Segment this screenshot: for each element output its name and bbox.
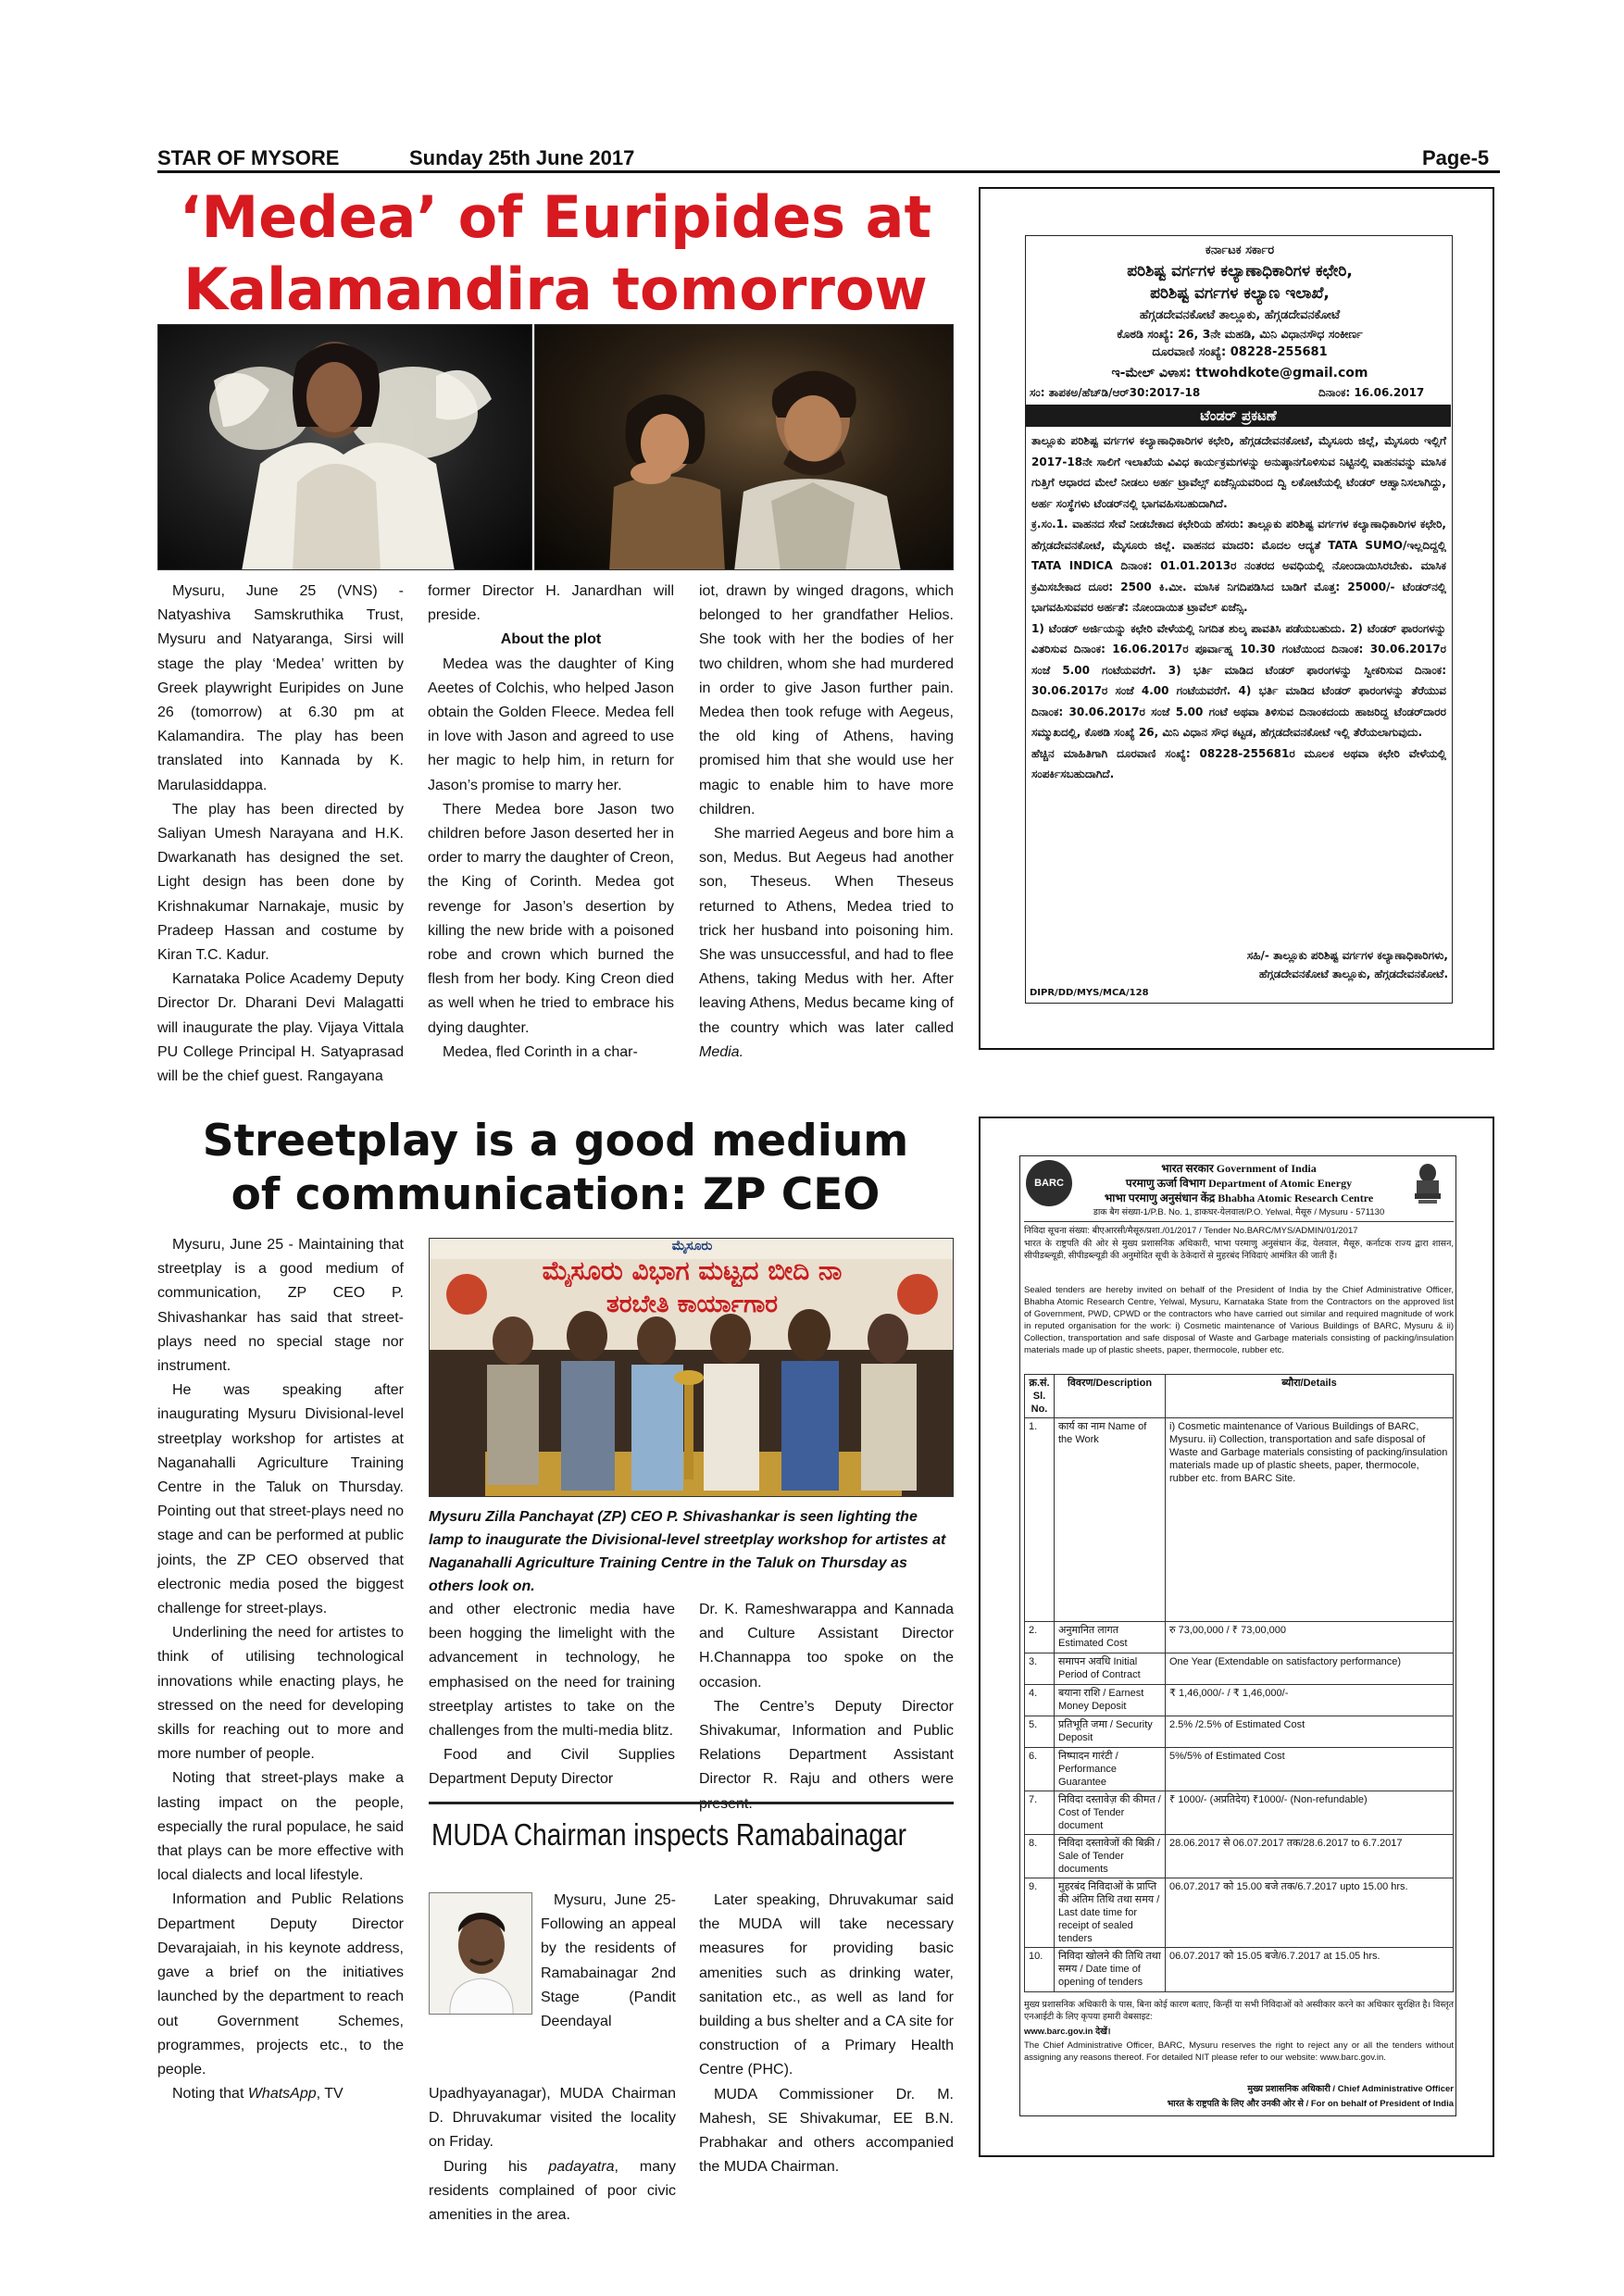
barc-cell-desc: निविदा दस्तावेजों की बिक्री / Sale of Tender documents xyxy=(1055,1835,1166,1878)
kannada-ad-paragraph: ಹೆಚ್ಚಿನ ಮಾಹಿತಿಗಾಗಿ ದೂರವಾಣಿ ಸಂಖ್ಯೆ: 08228-255681ರ ಮೂಲಕ ಅಥವಾ ಕಛೇರಿ ವೇಳೆಯಲ್ಲಿ ಸಂಪರ್ಕಿಸಬಹುದಾಗಿದೆ. xyxy=(1031,746,1446,780)
masthead-date: Sunday 25th June 2017 xyxy=(409,146,635,169)
barc-cell-sl: 4. xyxy=(1025,1685,1055,1716)
streetplay-paragraph: and other electronic media have been hogging the limelight with the advancement in technology, he emphasised on the need for training streetplay artistes to take on the challenges from the multi-media blitz. xyxy=(429,1602,675,1740)
barc-intro: Sealed tenders are hereby invited on behalf of the President of India by the Chief Administrative Officer, Bhabha Atomic Research Centre, Yelwal, Mysuru, Karnataka State from the Contractors on the approved list of Government, PWD, CPWD or the contractors who have carried out similar and required magnitude of work in reputed organisation for the work: i) Cosmetic maintenance of Various Buildings of BARC, Mysuru & ii) Collection, transportation and safe disposal of Waste and Garbage materials consisting of packing/insulation materials made up of plastic sheets, paper, thermocole, rubber etc. xyxy=(1024,1285,1454,1355)
streetplay-text: Noting that xyxy=(172,2086,248,2103)
streetplay-headline-line1: Streetplay is a good medium xyxy=(202,1116,909,1167)
kannada-ad-dipr: DIPR/DD/MYS/MCA/128 xyxy=(1030,988,1149,998)
streetplay-photo xyxy=(429,1238,954,1497)
streetplay-banner-line1: ಮೈಸೂರು ವಿಭಾಗ ಮಟ್ಟದ ಬೀದಿ ನಾ xyxy=(542,1255,843,1286)
medea-paragraph: Mysuru, June 25 (VNS) - Natyashiva Samskruthika Trust, Mysuru and Natyaranga, Sirsi will stage the play ‘Medea’ written by Greek playwright Euripides on June 26 (tomorrow) at 6.30 pm at Kalamandira. The play has been translated into Kannada by K. Marulasiddappa. xyxy=(157,583,404,793)
streetplay-paragraph: Information and Public Relations Department Deputy Director Devarajaiah, in his keynote address, gave a brief on the initiatives launched by the department to reach out Government Schemes, programmes, projects etc., to the people. xyxy=(157,1891,404,2078)
barc-cell-desc: कार्य का नाम Name of the Work xyxy=(1055,1418,1166,1622)
medea-column-2 xyxy=(428,580,674,1065)
barc-signatory: मुख्य प्रशासनिक अधिकारी / Chief Administrative Officer xyxy=(1247,2084,1454,2094)
table-row xyxy=(1025,1791,1454,1835)
barc-cell-desc: निविदा खोलने की तिथि तथा समय / Date time of opening of tenders xyxy=(1055,1948,1166,1992)
medea-paragraph: Karnataka Police Academy Deputy Director Dr. Dharani Devi Malagatti will inaugurate the play. Vijaya Vittala PU College Principal H. Satyaprasad will be the chief guest. Rangayana xyxy=(157,971,404,1085)
streetplay-column-2 xyxy=(429,1598,675,1792)
barc-cell-desc: मुहरबंद निविदाओं के प्राप्ति की अंतिम तिथि तथा समय / Last date time for receipt of sealed tenders xyxy=(1055,1878,1166,1948)
table-row xyxy=(1025,1716,1454,1748)
kannada-ad-department: ಪರಿಶಿಷ್ಟ ವರ್ಗಗಳ ಕಲ್ಯಾಣ ಇಲಾಖೆ, xyxy=(1150,284,1330,303)
kannada-ad-room: ಕೊಠಡಿ ಸಂಖ್ಯೆ: 26, 3ನೇ ಮಹಡಿ, ಮಿನಿ ವಿಧಾನಸೌಧ ಸಂಕೀರ್ಣ xyxy=(1117,327,1363,341)
barc-signatory-note: भारत के राष्ट्रपति के लिए और उनकी ओर से / For on behalf of President of India xyxy=(1167,2099,1454,2109)
streetplay-banner-line2: ತರಬೇತಿ ಕಾರ್ಯಾಗಾರ xyxy=(606,1291,779,1318)
kannada-ad-ref: ಸಂ: ತಾಪಕಅ/ಹೆಚ್‌ಡಿ/ಆರ್‌30:2017-18 xyxy=(1030,386,1201,399)
kannada-ad-paragraph: 1) ಟೆಂಡರ್ ಅರ್ಜಿಯನ್ನು ಕಛೇರಿ ವೇಳೆಯಲ್ಲಿ ನಿಗದಿತ ಶುಲ್ಕ ಪಾವತಿಸಿ ಪಡೆಯಬಹುದು. 2) ಟೆಂಡರ್ ಫಾರಂಗಳನ್ನು ವಿತರಿಸುವ ದಿನಾಂಕ: 16.06.2017ರ ಪೂರ್ವಾಹ್ನ 10.30 ಗಂಟೆಯಿಂದ ದಿನಾಂಕ: 30.06.2017ರ ಸಂಜೆ 5.00 ಗಂಟೆಯವರೆಗೆ. 3) ಭರ್ತಿ ಮಾಡಿದ ಟೆಂಡರ್ ಫಾರಂಗಳನ್ನು ಸ್ವೀಕರಿಸುವ ದಿನಾಂಕ: 30.06.2017ರ ಸಂಜೆ 4.00 ಗಂಟೆಯವರೆಗೆ. 4) ಭರ್ತಿ ಮಾಡಿದ ಟೆಂಡರ್ ಫಾರಂಗಳನ್ನು ತೆರೆಯುವ ದಿನಾಂಕ: 30.06.2017ರ ಸಂಜೆ 5.00 ಗಂಟೆ ಅಥವಾ ತಿಳಿಸುವ ದಿನಾಂಕದಂದು ಹಾಜರಿದ್ದ ಟೆಂಡರ್‌ದಾರರ ಸಮ್ಮುಖದಲ್ಲಿ, ಕೊಠಡಿ ಸಂಖ್ಯೆ 26, ಮಿನಿ ವಿಧಾನ ಸೌಧ ಕಟ್ಟಡ, ಹೆಗ್ಗಡದೇವನಕೋಟೆ ಇಲ್ಲಿ ತೆರೆಯಲಾಗುವುದು. xyxy=(1031,621,1446,739)
medea-paragraph: There Medea bore Jason two children before Jason deserted her in order to marry the daughter of Creon, the King of Corinth. Medea got revenge for Jason’s desertion by killing the new bride with a poisoned robe and crown which burned the flesh from her body. King Creon died as well when he tried to embrace his dying daughter. xyxy=(428,801,674,1036)
table-row xyxy=(1025,1748,1454,1791)
emblem-icon xyxy=(1409,1160,1446,1206)
kannada-ad-paragraph: ಕ್ರ.ಸಂ.1. ವಾಹನದ ಸೇವೆ ನೀಡಬೇಕಾದ ಕಛೇರಿಯ ಹೆಸರು: ತಾಲ್ಲೂಕು ಪರಿಶಿಷ್ಟ ವರ್ಗಗಳ ಕಲ್ಯಾಣಾಧಿಕಾರಿಗಳ ಕಛೇರಿ, ಹೆಗ್ಗಡದೇವನಕೋಟೆ, ಮೈಸೂರು ಜಿಲ್ಲೆ. ವಾಹನದ ಮಾದರಿ: ಮೊದಲ ಆದ್ಯತೆ TATA SUMO/ಇಲ್ಲದಿದ್ದಲ್ಲಿ TATA INDICA ದಿನಾಂಕ: 01.01.2013ರ ನಂತರದ ಅವಧಿಯಲ್ಲಿ ನೋಂದಾಯಿಸಿರಬೇಕು. ಮಾಸಿಕ ಕ್ರಮಿಸಬೇಕಾದ ದೂರ: 2500 ಕಿ.ಮೀ. ಮಾಸಿಕ ನಿಗದಿಪಡಿಸಿದ ಬಾಡಿಗೆ ಮೊತ್ತ: 25000/- ಟೆಂಡರ್‌ನಲ್ಲಿ ಭಾಗವಹಿಸುವವರ ಅರ್ಹತೆ: ನೋಂದಾಯಿತ ಟ್ರಾವೆಲ್ ಏಜೆನ್ಸಿ. xyxy=(1031,518,1446,614)
masthead-page-number: Page-5 xyxy=(1422,146,1490,169)
medea-subheading: About the plot xyxy=(500,631,602,648)
barc-note: The Chief Administrative Officer, BARC, Mysuru reserves the right to reject any or all the tenders without assigning any reasons thereof. For detailed NIT please refer to our website: www.barc.gov.in. xyxy=(1024,2040,1454,2063)
streetplay-headline-line2: of communication: ZP CEO xyxy=(231,1169,881,1220)
streetplay-paragraph: Dr. K. Rameshwarappa and Kannada and Culture Assistant Director H.Channappa too spoke on the occasion. xyxy=(699,1602,954,1691)
medea-paragraph: former Director H. Janardhan will preside. xyxy=(428,583,674,624)
barc-cell-sl: 7. xyxy=(1025,1791,1055,1835)
table-row xyxy=(1025,1685,1454,1716)
medea-paragraph: The play has been directed by Saliyan Umesh Narayana and H.K. Dwarkanath has designed the set. Light design has been done by Krishnakumar Narnakaje, music by Pradeep Hassan and costume by Kiran T.C. Kadur. xyxy=(157,801,404,964)
streetplay-column-1 xyxy=(157,1233,404,2106)
barc-logo: BARC xyxy=(1026,1160,1072,1206)
barc-tender-frame xyxy=(1019,1155,1456,2116)
kannada-ad-signatory: ಸಹಿ/- ತಾಲ್ಲೂಕು ಪರಿಶಿಷ್ಟ ವರ್ಗಗಳ ಕಲ್ಯಾಣಾಧಿಕಾರಿಗಳು, xyxy=(1246,949,1448,962)
barc-th-details: ब्यौरा/Details xyxy=(1166,1375,1454,1418)
muda-paragraph: Upadhyayanagar), MUDA Chairman D. Dhruvakumar visited the locality on Friday. xyxy=(429,2086,676,2151)
muda-column-1-top xyxy=(541,1889,676,2034)
streetplay-banner-top: ಮೈಸೂರು xyxy=(671,1239,713,1254)
barc-cell-details: 28.06.2017 से 06.07.2017 तक/28.6.2017 to 6.7.2017 xyxy=(1166,1835,1454,1878)
kannada-ad-tender-bar: ಟೆಂಡರ್ ಪ್ರಕಟಣೆ xyxy=(1026,405,1451,427)
streetplay-headline xyxy=(157,1115,954,1222)
barc-th-desc: विवरण/Description xyxy=(1055,1375,1166,1418)
barc-address: डाक बैग संख्या-1/P.B. No. 1, डाकघर-येलवाल/P.O. Yelwal, मैसूरु / Mysuru - 571130 xyxy=(1093,1207,1385,1217)
barc-cell-details: 06.07.2017 को 15.00 बजे तक/6.7.2017 upto 15.00 hrs. xyxy=(1166,1878,1454,1948)
muda-text: , many residents complained of poor civic amenities in the area. xyxy=(429,2158,677,2224)
medea-paragraph: Medea was the daughter of King Aeetes of Colchis, who helped Jason obtain the Golden Fleece. Medea fell in love with Jason and agreed to use her magic to help him, in return for Jason’s promise to marry her. xyxy=(428,655,674,793)
barc-hindi-note: मुख्य प्रशासनिक अधिकारी के पास, बिना कोई कारण बताए, किन्हीं या सभी निविदाओं को अस्वीकार करने का अधिकार सुरक्षित है। विस्तृत एनआईटी के लिए कृपया हमारी वेबसाइट: xyxy=(1024,2000,1454,2022)
table-row xyxy=(1025,1948,1454,1992)
muda-paragraph: Later speaking, Dhruvakumar said the MUDA will take necessary measures for providing basic amenities such as drinking water, sanitation etc., as well as land for building a bus shelter and a CA site for construction of a Primary Health Centre (PHC). xyxy=(699,1892,954,2078)
barc-cell-sl: 10. xyxy=(1025,1948,1055,1992)
barc-cell-details: ₹ 1,46,000/- / ₹ 1,46,000/- xyxy=(1166,1685,1454,1716)
barc-cell-desc: प्रतिभूति जमा / Security Deposit xyxy=(1055,1716,1166,1748)
barc-cell-desc: निष्पादन गारंटी / Performance Guarantee xyxy=(1055,1748,1166,1791)
barc-cell-desc: अनुमानित लागत Estimated Cost xyxy=(1055,1622,1166,1653)
medea-photo-couple-illustration xyxy=(535,325,954,570)
barc-hindi-intro: भारत के राष्ट्रपति की ओर से मुख्य प्रशासनिक अधिकारी, भाभा परमाणु अनुसंधान केंद्र, येलवाल, मैसूरु, कर्नाटक राज्य द्वारा शासन, सीपीडब्ल्यूडी, सीपीडब्ल्यूडी की अनुमोदित सूची के ठेकेदारों से मुहरबंद निविदाएं आमंत्रित की जाती हैं। xyxy=(1024,1239,1454,1261)
barc-table-header-row xyxy=(1025,1375,1454,1418)
barc-cell-details: ₹ 1000/- (अप्रतिदेय) ₹1000/- (Non-refundable) xyxy=(1166,1791,1454,1835)
kannada-ad-signatory-place: ಹೆಗ್ಗಡದೇವನಕೋಟೆ ತಾಲ್ಲೂಕು, ಹೆಗ್ಗಡದೇವನಕೋಟೆ. xyxy=(1258,967,1448,980)
muda-headline: MUDA Chairman inspects Ramabainagar xyxy=(431,1817,906,1852)
medea-photo-actress xyxy=(157,324,532,570)
barc-centre: भाभा परमाणु अनुसंधान केंद्र Bhabha Atomic Research Centre xyxy=(1104,1192,1374,1204)
barc-website-hindi[interactable]: www.barc.gov.in देखें। xyxy=(1024,2027,1111,2037)
barc-cell-desc: बयाना राशि / Earnest Money Deposit xyxy=(1055,1685,1166,1716)
medea-headline xyxy=(157,181,954,326)
kannada-ad-phone: ದೂರವಾಣಿ ಸಂಖ್ಯೆ: 08228-255681 xyxy=(1152,345,1328,359)
kannada-ad-email: ಇ-ಮೇಲ್ ವಿಳಾಸ: ttwohdkote@gmail.com xyxy=(1111,366,1368,381)
barc-cell-desc: निविदा दस्तावेज़ की कीमत / Cost of Tender document xyxy=(1055,1791,1166,1835)
kannada-ad-govt: ಕರ್ನಾಟಕ ಸರ್ಕಾರ xyxy=(1205,243,1275,257)
barc-govt: भारत सरकार Government of India xyxy=(1161,1162,1317,1175)
barc-dae: परमाणु ऊर्जा विभाग Department of Atomic Energy xyxy=(1125,1177,1353,1190)
emblem-icon-graphic xyxy=(1409,1160,1446,1206)
muda-column-2 xyxy=(699,1889,954,2179)
medea-photo-actress-illustration xyxy=(158,325,532,570)
streetplay-column-3 xyxy=(699,1598,954,1816)
medea-headline-line2: Kalamandira tomorrow xyxy=(183,256,928,323)
muda-portrait xyxy=(429,1892,532,2015)
muda-paragraph: Mysuru, June 25- Following an appeal by the residents of Ramabainagar 2nd Stage (Pandit Deendayal xyxy=(541,1892,676,2030)
table-row xyxy=(1025,1835,1454,1878)
barc-cell-details: 06.07.2017 को 15.05 बजे/6.7.2017 at 15.05 hrs. xyxy=(1166,1948,1454,1992)
barc-cell-details: i) Cosmetic maintenance of Various Buildings of BARC, Mysuru. ii) Collection, transportation and safe disposal of Waste and Garbage materials consisting of packing/insulation materials made up of plastic sheets, paper, thermocole, rubber etc. from BARC Site. xyxy=(1166,1418,1454,1622)
barc-cell-desc: समापन अवधि Initial Period of Contract xyxy=(1055,1653,1166,1685)
barc-th-sl: क्र.सं. Sl. No. xyxy=(1025,1375,1055,1418)
barc-cell-sl: 1. xyxy=(1025,1418,1055,1622)
streetplay-paragraph: Noting that street-plays make a lasting impact on the people, especially the rural populace, he said that plays can be more effective with local dialects and local lifestyle. xyxy=(157,1770,404,1884)
kannada-ad-paragraph: ತಾಲ್ಲೂಕು ಪರಿಶಿಷ್ಟ ವರ್ಗಗಳ ಕಲ್ಯಾಣಾಧಿಕಾರಿಗಳ ಕಛೇರಿ, ಹೆಗ್ಗಡದೇವನಕೋಟೆ, ಮೈಸೂರು ಜಿಲ್ಲೆ, ಮೈಸೂರು ಇಲ್ಲಿಗೆ 2017-18ನೇ ಸಾಲಿಗೆ ಇಲಾಖೆಯ ವಿವಿಧ ಕಾರ್ಯಕ್ರಮಗಳನ್ನು ಅನುಷ್ಠಾನಗೊಳಿಸುವ ನಿಟ್ಟಿನಲ್ಲಿ ವಾಹನವನ್ನು ಮಾಸಿಕ ಗುತ್ತಿಗೆ ಆಧಾರದ ಮೇಲೆ ನೀಡಲು ಅರ್ಹ ಟ್ರಾವೆಲ್ಸ್ ಏಜೆನ್ಸಿಯವರಿಂದ ದ್ವಿ ಲಕೋಟೆಯಲ್ಲಿ ಟೆಂಡರ್ ಆಹ್ವಾನಿಸಲಾಗಿದ್ದು, ಅರ್ಹ ಸಂಸ್ಥೆಗಳು ಟೆಂಡರ್‌ನಲ್ಲಿ ಭಾಗವಹಿಸಬಹುದಾಗಿದೆ. xyxy=(1031,434,1446,510)
muda-divider xyxy=(429,1802,954,1804)
barc-cell-sl: 5. xyxy=(1025,1716,1055,1748)
barc-cell-sl: 9. xyxy=(1025,1878,1055,1948)
barc-table xyxy=(1024,1374,1454,1992)
barc-tender-ref: निविदा सूचना संख्या: बीएआरसी/मैसूरु/प्रशा./01/2017 / Tender No.BARC/MYS/ADMIN/01/2017 xyxy=(1024,1221,1454,1236)
barc-cell-details: रु 73,00,000 / ₹ 73,00,000 xyxy=(1166,1622,1454,1653)
kannada-tender-ad xyxy=(979,187,1494,1050)
streetplay-photo-caption: Mysuru Zilla Panchayat (ZP) CEO P. Shivashankar is seen lighting the lamp to inaugurate the Divisional-level streetplay workshop for artistes at Naganahalli Agriculture Training Centre in the Taluk on Thursday as others look on. xyxy=(429,1509,946,1594)
streetplay-paragraph: The Centre’s Deputy Director Shivakumar, Information and Public Relations Department Assistant Director R. Raju and others were xyxy=(699,1698,954,1788)
barc-tender-table xyxy=(1024,1374,1454,1992)
streetplay-paragraph xyxy=(157,2082,404,2106)
muda-emphasis: padayatra xyxy=(548,2158,615,2175)
medea-paragraph: iot, drawn by winged dragons, which belonged to her grandfather Helios. She took with her the bodies of her two children, whom she had murdered in order to give Jason further pain. Medea then took refuge with Aegeus, the old king of Athens, having promised him that she would use her magic to enable him to have more children. xyxy=(699,583,954,817)
masthead-paper-name: STAR OF MYSORE xyxy=(157,146,340,169)
kannada-ad-body xyxy=(1031,430,1446,785)
medea-column-3 xyxy=(699,580,954,1065)
barc-cell-sl: 3. xyxy=(1025,1653,1055,1685)
medea-emphasis: Media. xyxy=(699,1043,744,1060)
kannada-tender-frame xyxy=(1025,235,1453,1004)
kannada-ad-ref-date: ದಿನಾಂಕ: 16.06.2017 xyxy=(1318,386,1425,399)
barc-cell-details: 5%/5% of Estimated Cost xyxy=(1166,1748,1454,1791)
muda-paragraph: MUDA Commissioner Dr. M. Mahesh, SE Shivakumar, EE B.N. Prabhakar and others accompanied the MUDA Chairman. xyxy=(699,2086,954,2176)
medea-paragraph xyxy=(699,822,954,1065)
masthead-rule xyxy=(157,170,1500,173)
streetplay-paragraph: He was speaking after inaugurating Mysuru Divisional-level streetplay workshop for artistes at Naganahalli Agriculture Training Centre in the Taluk on Thursday. Pointing out that street-plays need no stage and can be performed at public joints, the ZP CEO observed that electronic media posed the biggest challenge for street-plays. xyxy=(157,1382,404,1617)
barc-cell-sl: 6. xyxy=(1025,1748,1055,1791)
medea-photo-couple xyxy=(534,324,954,570)
barc-cell-details: One Year (Extendable on satisfactory performance) xyxy=(1166,1653,1454,1685)
barc-cell-sl: 8. xyxy=(1025,1835,1055,1878)
medea-paragraph: Medea, fled Corinth in a char- xyxy=(443,1043,638,1060)
kannada-ad-office: ಪರಿಶಿಷ್ಟ ವರ್ಗಗಳ ಕಲ್ಯಾಣಾಧಿಕಾರಿಗಳ ಕಛೇರಿ, xyxy=(1127,262,1353,281)
streetplay-paragraph: Underlining the need for artistes to think of utilising technological innovations while enacting plays, he stressed on the need for developing skills for reaching out to more and more number of people. xyxy=(157,1625,404,1763)
table-row xyxy=(1025,1622,1454,1653)
muda-column-1-bottom xyxy=(429,2082,676,2227)
streetplay-text: , TV xyxy=(316,2086,344,2103)
medea-headline-line1: ‘Medea’ of Euripides at xyxy=(179,183,932,251)
streetplay-emphasis: WhatsApp xyxy=(247,2086,317,2103)
medea-text: She married Aegeus and bore him a son, Medus. But Aegeus had another son, Theseus. When Theseus returned to Athens, Medea tried to trick her husband into poisoning him. She was unsuccessful, and had to flee Athens, taking Medus with her. After leaving Athens, Medus became king of the country which was later called xyxy=(699,826,954,1036)
barc-cell-sl: 2. xyxy=(1025,1622,1055,1653)
muda-paragraph xyxy=(429,2155,676,2228)
muda-portrait-illustration xyxy=(430,1893,532,2015)
streetplay-paragraph: Food and Civil Supplies Department Deputy Director xyxy=(429,1747,675,1788)
table-row xyxy=(1025,1878,1454,1948)
streetplay-paragraph: Mysuru, June 25 - Maintaining that streetplay is a good medium of communication, ZP CEO P. Shivashankar has said that street-plays need no special stage nor instrument. xyxy=(157,1237,404,1375)
kannada-ad-taluk: ಹೆಗ್ಗಡದೇವನಕೋಟೆ ತಾಲ್ಲೂಕು, ಹೆಗ್ಗಡದೇವನಕೋಟೆ xyxy=(1139,308,1341,322)
table-row xyxy=(1025,1418,1454,1622)
barc-tender-ad xyxy=(979,1117,1494,2157)
table-row xyxy=(1025,1653,1454,1685)
medea-column-1 xyxy=(157,580,404,1089)
barc-cell-details: 2.5% /2.5% of Estimated Cost xyxy=(1166,1716,1454,1748)
muda-text: During his xyxy=(443,2158,549,2175)
